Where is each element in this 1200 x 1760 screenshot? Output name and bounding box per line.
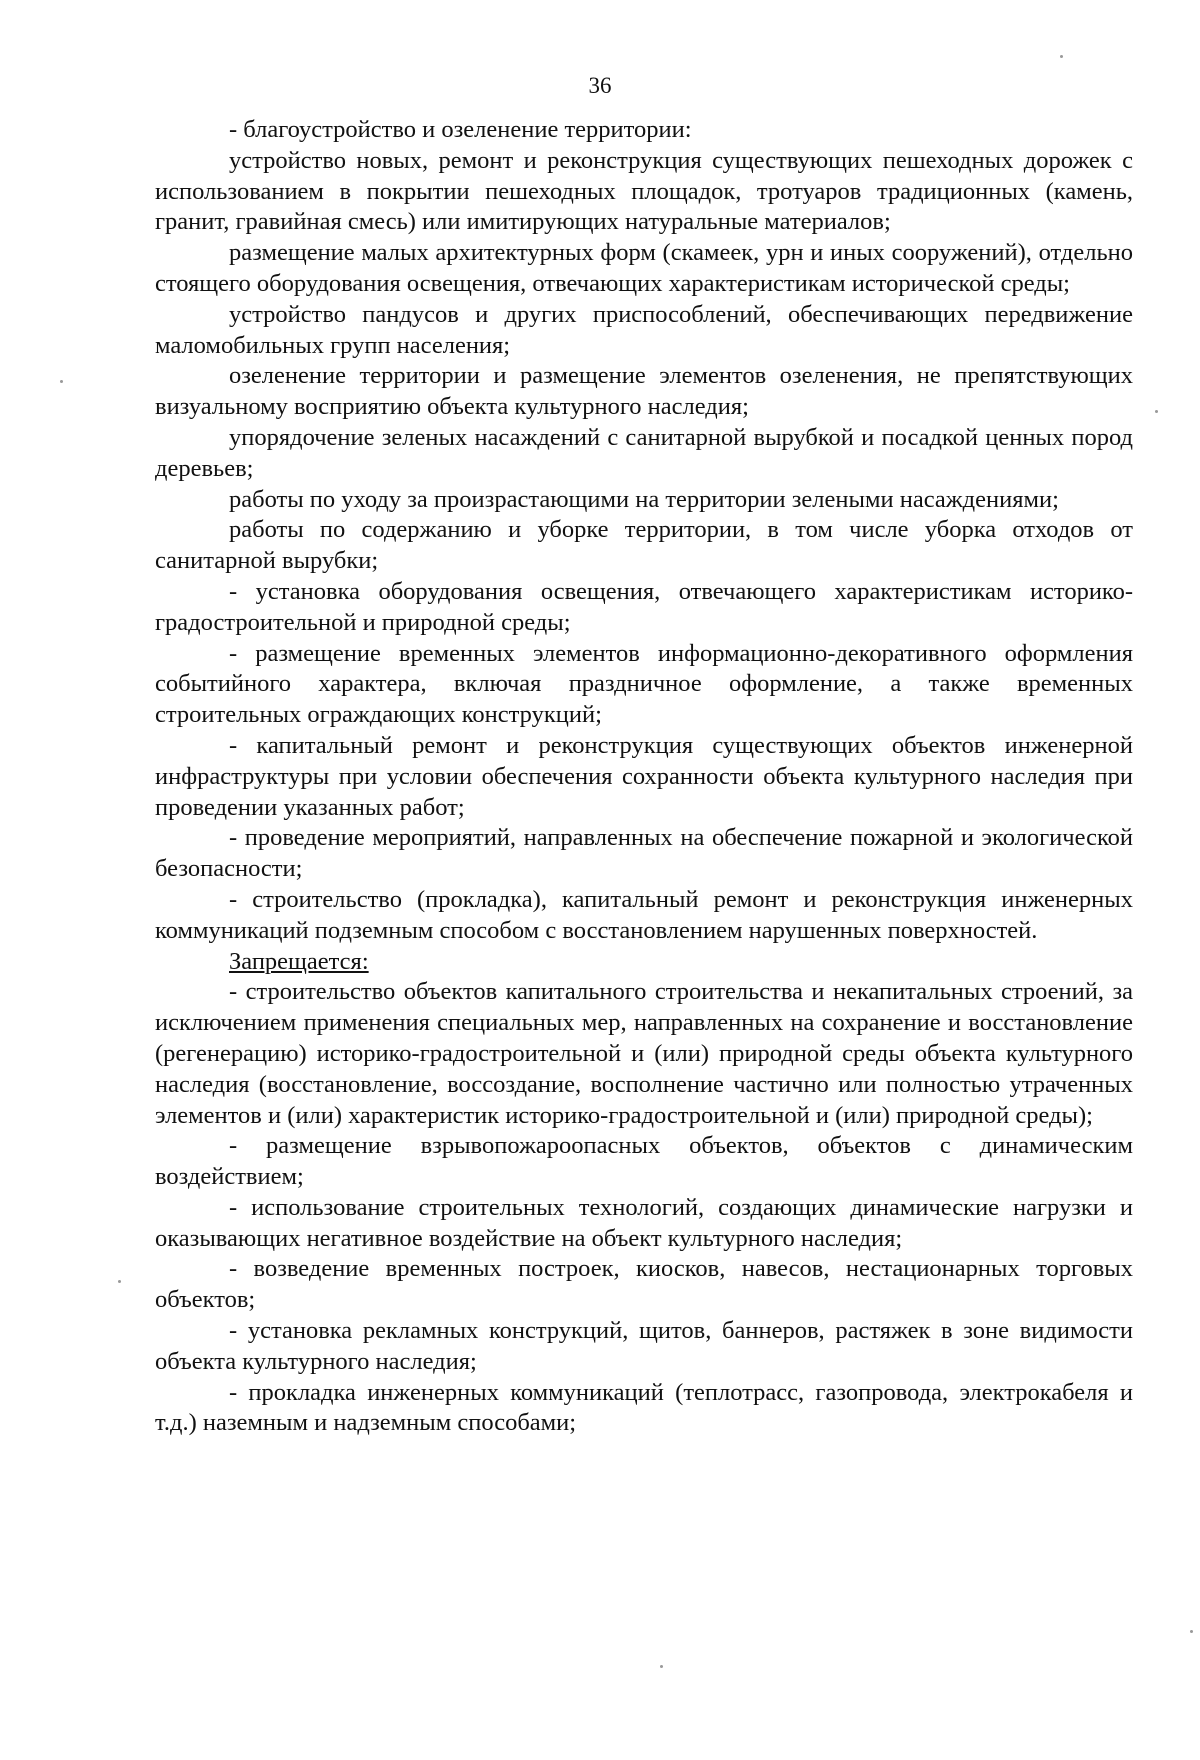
- page-number: 36: [588, 73, 612, 98]
- paragraph: устройство пандусов и других приспособлений, обеспечивающих передвижение маломобильных групп населения;: [155, 300, 1133, 359]
- paragraph: - установка оборудования освещения, отвечающего характеристикам историко-градостроительной и природной среды;: [155, 577, 1133, 636]
- paragraph: - капитальный ремонт и реконструкция существующих объектов инженерной инфраструктуры при условии обеспечения сохранности объекта культурного наследия при проведении указанных работ;: [155, 731, 1133, 821]
- scan-speck: [1190, 1630, 1193, 1633]
- paragraph: - размещение временных элементов информационно-декоративного оформления событийного характера, включая праздничное оформление, а также временных строительных ограждающих конструкций;: [155, 639, 1133, 729]
- scan-speck: [60, 380, 63, 383]
- scan-speck: [118, 1280, 121, 1283]
- paragraph: упорядочение зеленых насаждений с санитарной вырубкой и посадкой ценных пород деревьев;: [155, 423, 1133, 482]
- prohibited-item: - прокладка инженерных коммуникаций (теплотрасс, газопровода, электрокабеля и т.д.) наземным и надземным способами;: [155, 1378, 1133, 1437]
- prohibited-item: - возведение временных построек, киосков, навесов, нестационарных торговых объектов;: [155, 1255, 1133, 1314]
- prohibited-item: - использование строительных технологий, создающих динамические нагрузки и оказывающих негативное воздействие на объект культурного наследия;: [155, 1193, 1133, 1252]
- paragraph: размещение малых архитектурных форм (скамеек, урн и иных сооружений), отдельно стоящего оборудования освещения, отвечающих характеристикам исторической среды;: [155, 239, 1133, 297]
- paragraph: - проведение мероприятий, направленных на обеспечение пожарной и экологической безопасности;: [155, 824, 1133, 883]
- paragraph: озеленение территории и размещение элементов озеленения, не препятствующих визуальному восприятию объекта культурного наследия;: [155, 362, 1133, 421]
- prohibited-heading: Запрещается:: [229, 947, 369, 975]
- prohibited-item: - установка рекламных конструкций, щитов, баннеров, растяжек в зоне видимости объекта культурного наследия;: [155, 1317, 1133, 1375]
- scan-speck: [660, 1665, 663, 1668]
- document-body: [155, 115, 1133, 1439]
- paragraph: - строительство (прокладка), капитальный ремонт и реконструкция инженерных коммуникаций подземным способом с восстановлением нарушенных поверхностей.: [155, 885, 1133, 944]
- scan-speck: [1155, 410, 1158, 413]
- section-intro: - благоустройство и озеленение территории:: [229, 116, 692, 143]
- prohibited-item: - размещение взрывопожароопасных объектов, объектов с динамическим воздействием;: [155, 1132, 1133, 1191]
- paragraph: устройство новых, ремонт и реконструкция существующих пешеходных дорожек с использованием в покрытии пешеходных площадок, тротуаров традиционных (камень, гранит, гравийная смесь) или имитирующих натуральные материалов;: [155, 146, 1133, 236]
- paragraph: работы по содержанию и уборке территории, в том числе уборка отходов от санитарной вырубки;: [155, 516, 1133, 575]
- scan-speck: [1060, 55, 1063, 58]
- prohibited-item: - строительство объектов капитального строительства и некапитальных строений, за исключением применения специальных мер, направленных на сохранение и восстановление (регенерацию) историко-градостроительной и (или) природной среды объекта культурного наследия (восстановление, воссоздание, восполнение частично или полностью утраченных элементов и (или) характеристик историко-градостроительной и (или) природной среды);: [155, 978, 1133, 1129]
- paragraph: работы по уходу за произрастающими на территории зелеными насаждениями;: [229, 485, 1059, 513]
